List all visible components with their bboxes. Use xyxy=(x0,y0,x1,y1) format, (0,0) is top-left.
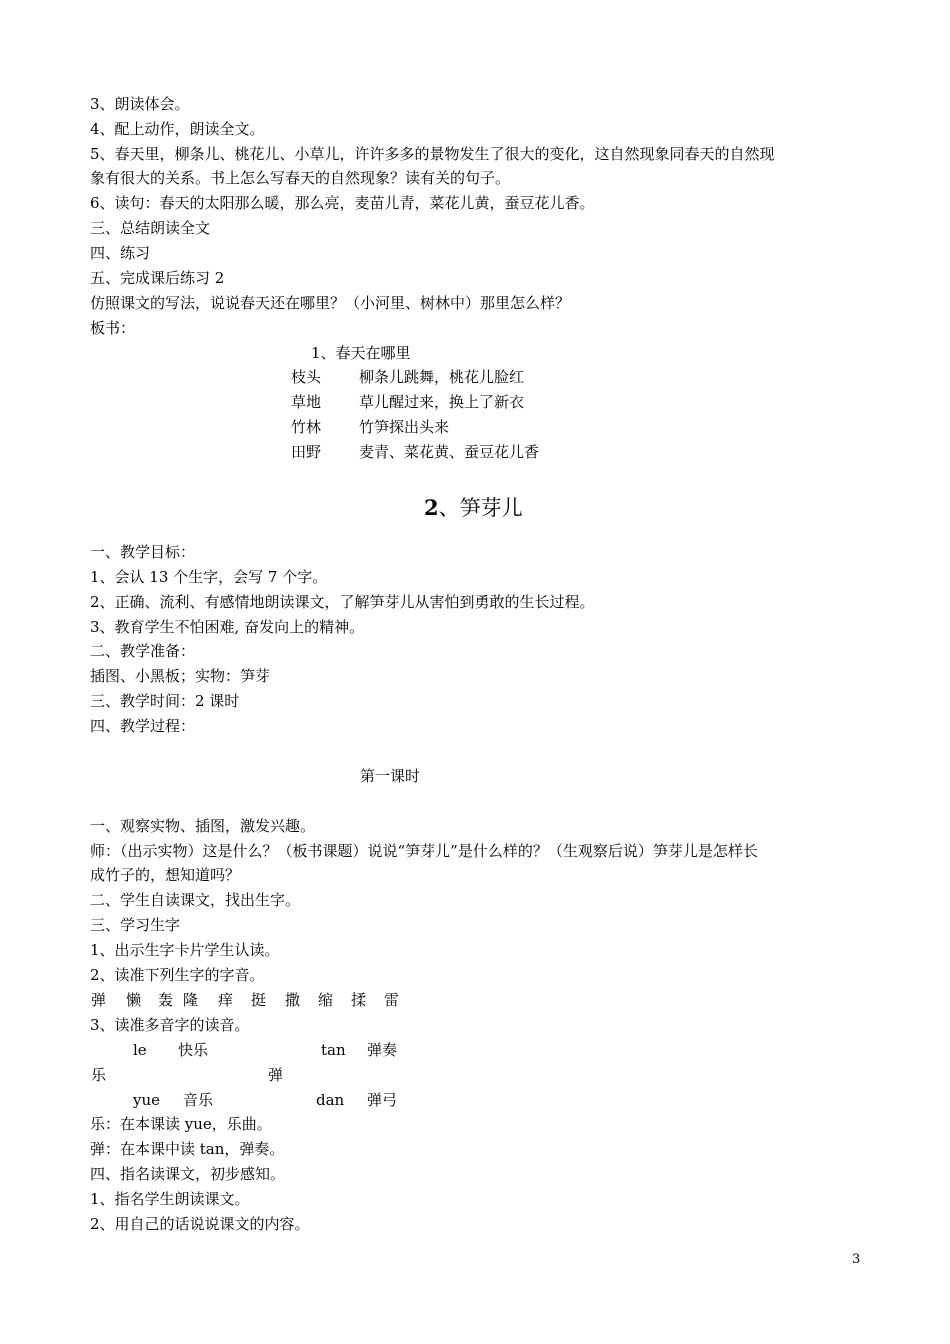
poly-char: 弹 xyxy=(268,1066,284,1084)
text-line: 五、完成课后练习 2 xyxy=(90,269,225,287)
text-line: 4、配上动作，朗读全文。 xyxy=(90,120,265,138)
pinyin: yue xyxy=(133,1091,161,1109)
board-place: 枝头 xyxy=(291,368,322,386)
vocab-char: 痒 xyxy=(218,991,234,1009)
text-line: 1、指名学生朗读课文。 xyxy=(90,1190,250,1208)
vocab-char: 挺 xyxy=(251,991,267,1009)
pinyin: dan xyxy=(316,1091,345,1109)
text-line: 2、用自己的话说说课文的内容。 xyxy=(90,1215,310,1233)
text-line: 一、观察实物、插图，激发兴趣。 xyxy=(90,817,316,835)
text-line: 3、读准多音字的读音。 xyxy=(90,1016,250,1034)
board-text: 竹笋探出头来 xyxy=(359,418,450,436)
text-line: 四、教学过程： xyxy=(90,717,196,735)
vocab-char: 弹 xyxy=(91,991,107,1009)
text-line: 二、教学准备： xyxy=(90,642,196,660)
text-line: 三、总结朗读全文 xyxy=(90,219,211,237)
text-line: 一、教学目标： xyxy=(90,543,196,561)
text-line: 成竹子的，想知道吗？ xyxy=(90,866,241,884)
text-line: 3、教育学生不怕困难, 奋发向上的精神。 xyxy=(90,618,365,636)
vocab-char: 隆 xyxy=(183,991,199,1009)
text-line: 1、会认 13 个生字，会写 7 个字。 xyxy=(90,568,328,586)
board-text: 草儿醒过来，换上了新衣 xyxy=(359,393,525,411)
board-place: 草地 xyxy=(291,393,322,411)
pinyin: le xyxy=(133,1041,147,1059)
vocab-char: 揉 xyxy=(351,991,367,1009)
word: 音乐 xyxy=(183,1091,214,1109)
text-line: 6、读句：春天的太阳那么暖，那么亮，麦苗儿青，菜花儿黄，蚕豆花儿香。 xyxy=(90,194,595,212)
text-line: 2、读准下列生字的字音。 xyxy=(90,966,265,984)
vocab-char: 撒 xyxy=(285,991,301,1009)
text-line: 师：（出示实物）这是什么？（板书课题）说说“笋芽儿”是什么样的？（生观察后说）笋芽儿是怎样长 xyxy=(90,842,758,860)
text-line: 2、正确、流利、有感情地朗读课文，了解笋芽儿从害怕到勇敢的生长过程。 xyxy=(90,593,595,611)
pinyin: tan xyxy=(321,1041,346,1059)
word: 快乐 xyxy=(178,1041,209,1059)
lesson-title-number: 2 xyxy=(424,495,439,520)
text-line: 象有很大的关系。书上怎么写春天的自然现象？读有关的句子。 xyxy=(90,169,511,187)
board-title: 1、春天在哪里 xyxy=(311,344,411,362)
text-line: 插图、小黑板；实物：笋芽 xyxy=(90,667,271,685)
vocab-char: 懒 xyxy=(126,991,142,1009)
vocab-char: 缩 xyxy=(318,991,334,1009)
text-line: 二、学生自读课文，找出生字。 xyxy=(90,891,301,909)
lesson-title xyxy=(424,495,523,520)
board-place: 田野 xyxy=(291,443,322,461)
board-place: 竹林 xyxy=(291,418,322,436)
board-text: 柳条儿跳舞，桃花儿脸红 xyxy=(359,368,525,386)
word: 弹弓 xyxy=(367,1091,398,1109)
word: 弹奏 xyxy=(367,1041,398,1059)
text-line: 弹：在本课中读 tan，弹奏。 xyxy=(90,1140,285,1158)
lesson-title-text: 、笋芽儿 xyxy=(438,496,523,520)
section-heading: 第一课时 xyxy=(360,767,421,785)
text-line: 仿照课文的写法，说说春天还在哪里？（小河里、树林中）那里怎么样？ xyxy=(90,294,571,312)
page-number: 3 xyxy=(852,1252,861,1267)
vocab-char: 轰 xyxy=(158,991,174,1009)
text-line: 乐：在本课读 yue，乐曲。 xyxy=(90,1115,272,1133)
vocab-char: 雷 xyxy=(384,991,400,1009)
text-line: 三、学习生字 xyxy=(90,916,181,934)
text-line: 四、练习 xyxy=(90,244,151,262)
text-line: 3、朗读体会。 xyxy=(90,95,190,113)
text-line: 板书： xyxy=(90,319,136,337)
board-text: 麦青、菜花黄、蚕豆花儿香 xyxy=(359,443,540,461)
text-line: 1、出示生字卡片学生认读。 xyxy=(90,941,280,959)
poly-char: 乐 xyxy=(91,1066,107,1084)
text-line: 四、指名读课文，初步感知。 xyxy=(90,1165,286,1183)
text-line: 5、春天里，柳条儿、桃花儿、小草儿，许许多多的景物发生了很大的变化，这自然现象同春天的自然现 xyxy=(90,145,775,163)
text-line: 三、教学时间：2 课时 xyxy=(90,692,240,710)
